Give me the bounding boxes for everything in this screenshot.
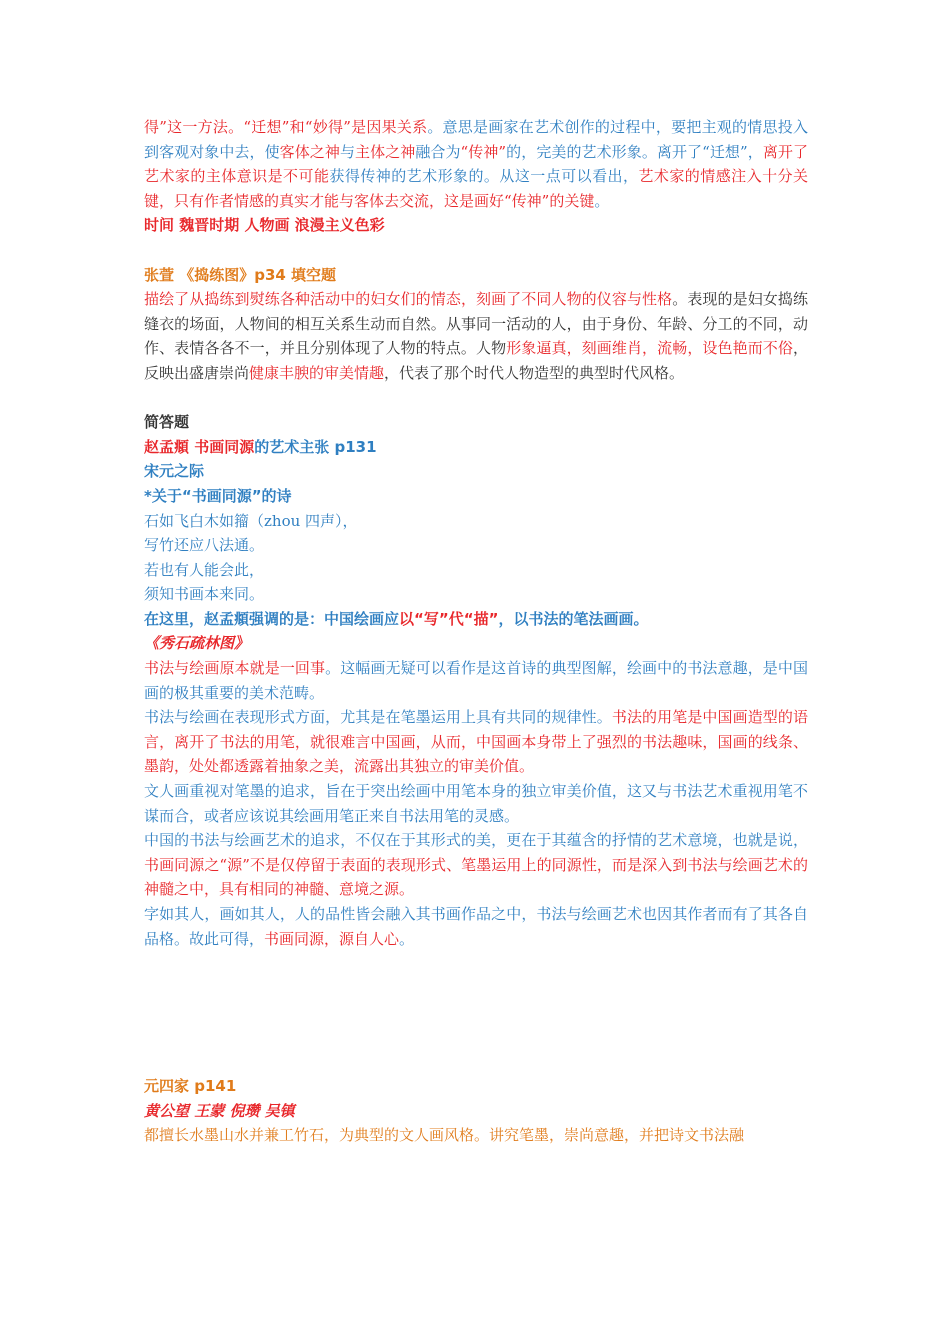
paragraph-qianxiang <box>144 115 808 213</box>
era-line: 宋元之际 <box>144 462 205 481</box>
emphasis-line <box>144 607 808 632</box>
text-span: 书画同源，源自人心 <box>264 929 400 948</box>
text-span: “传神” <box>460 142 507 161</box>
text-span: “迁想”和“妙得”是因果关系 <box>243 118 428 136</box>
text-span: 主体之神 <box>355 142 416 161</box>
yuan-names: 黄公望 王蒙 倪瓒 吴镇 <box>144 1101 295 1120</box>
paragraph-5 <box>144 902 808 951</box>
paragraph-1 <box>144 656 808 705</box>
text-span: 字如其人，画如其人，人的品性皆会融入其书画作品之中，书法与绘画艺术也因其作者而有了其各自品格。故此可得， <box>144 905 808 948</box>
text-span: ，以书法的笔法画画。 <box>498 609 649 628</box>
text-span: 离开了艺术家的主体意识是不可能 <box>144 142 808 186</box>
zhao-heading <box>144 435 808 460</box>
yuan-heading: 元四家 p141 <box>144 1077 237 1096</box>
yuan-paragraph: 都擅长水墨山水并兼工竹石，为典型的文人画风格。讲究笔墨，崇尚意趣，并把诗文书法融 <box>144 1126 745 1145</box>
poem-title: *关于“书画同源”的诗 <box>144 486 292 505</box>
poem-line: 若也有人能会此， <box>144 560 265 579</box>
text-span: 与 <box>339 142 356 161</box>
painting-title: 《秀石疏林图》 <box>144 634 250 653</box>
paragraph-2 <box>144 705 808 779</box>
text-span: 艺术家的情感注入十分关键，只有作者情感的真实才能与客体去交流，这是画好“传神”的关键 <box>144 167 808 210</box>
text-span: 得”这一方法。 <box>144 118 244 136</box>
text-span: 以“写”代“描” <box>399 609 499 628</box>
text-span: 。 <box>594 191 610 210</box>
section-heading: 简答题 <box>144 413 190 432</box>
text-span: 书画同源之“源”不是仅停留于表面的表现形式、笔墨运用上的同源性，而是深入到书法与绘画艺术的神髓之中，具有相同的神髓、意境之源。 <box>144 855 808 899</box>
text-span: ，代表了那个时代人物造型的典型时代风格。 <box>384 363 685 382</box>
paragraph-4 <box>144 828 808 902</box>
text-span: 获得传神的艺术形象的。从这一点可以看出， <box>329 167 639 186</box>
spacer <box>144 238 808 263</box>
text-span: 健康丰腴的审美情趣 <box>249 363 385 382</box>
text-span: 形象逼真，刻画维肖，流畅，设色艳而不俗 <box>506 339 793 358</box>
text-span: 在这里，赵孟頫强调的是：中国绘画应 <box>144 609 400 628</box>
text-span: 的，完美的艺术形象。离开了“迁想”， <box>506 142 763 161</box>
text-span: 。意思是画家在艺术创作的过程中，要把主观的情思投入到客观对象中去，使 <box>144 118 808 161</box>
poem-line: 石如飞白木如籀（zhou 四声）， <box>144 511 358 530</box>
poem-line: 须知书画本来同。 <box>144 585 265 604</box>
text-span: 中国的书法与绘画艺术的追求，不仅在于其形式的美，更在于其蕴含的抒情的艺术意境，也就是说， <box>144 831 808 850</box>
text-span: 。表现的是妇女捣练缝衣的场面，人物间的相互关系生动而自然。从事同一活动的人，由于身份、年龄、分工的不同，动作、表情各各不一，并且分别体现了人物的特点。人物 <box>144 290 808 358</box>
paragraph-3: 文人画重视对笔墨的追求，旨在于突出绘画中用笔本身的独立审美价值，这又与书法艺术重视用笔不谋而合，或者应该说其绘画用笔正来自书法用笔的灵感。 <box>144 782 808 825</box>
text-span: 客体之神 <box>279 142 340 161</box>
spacer <box>144 951 808 1074</box>
text-span: 赵孟頫 书画同源 <box>144 437 255 456</box>
spacer <box>144 386 808 411</box>
poem-line: 写竹还应八法通。 <box>144 536 265 555</box>
paragraph-daolian <box>144 287 808 385</box>
text-span: ，反映出盛唐崇尚 <box>144 339 808 382</box>
text-span: 书法的用笔是中国画造型的语言，离开了书法的用笔，就很难言中国画，从而，中国画本身带上了强烈的书法趣味，国画的线条、墨韵，处处都透露着抽象之美，流露出其独立的审美价值。 <box>144 708 808 776</box>
document-page <box>144 115 808 1148</box>
zhang-heading: 张萱 《捣练图》p34 填空题 <box>144 265 337 284</box>
text-span: 。这幅画无疑可以看作是这首诗的典型图解，绘画中的书法意趣，是中国画的极其重要的美术范畴。 <box>144 659 808 702</box>
text-span: 书法与绘画在表现形式方面，尤其是在笔墨运用上具有共同的规律性。 <box>144 708 612 727</box>
text-span: 融合为 <box>415 142 461 161</box>
text-span: 。 <box>399 929 415 948</box>
text-span: 的艺术主张 p131 <box>254 437 377 456</box>
text-span: 描绘了从捣练到熨练各种活动中的妇女们的情态，刻画了不同人物的仪容与性格 <box>144 290 673 309</box>
text-span: 书法与绘画原本就是一回事 <box>144 659 326 678</box>
time-line: 时间 魏晋时期 人物画 浪漫主义色彩 <box>144 216 385 235</box>
